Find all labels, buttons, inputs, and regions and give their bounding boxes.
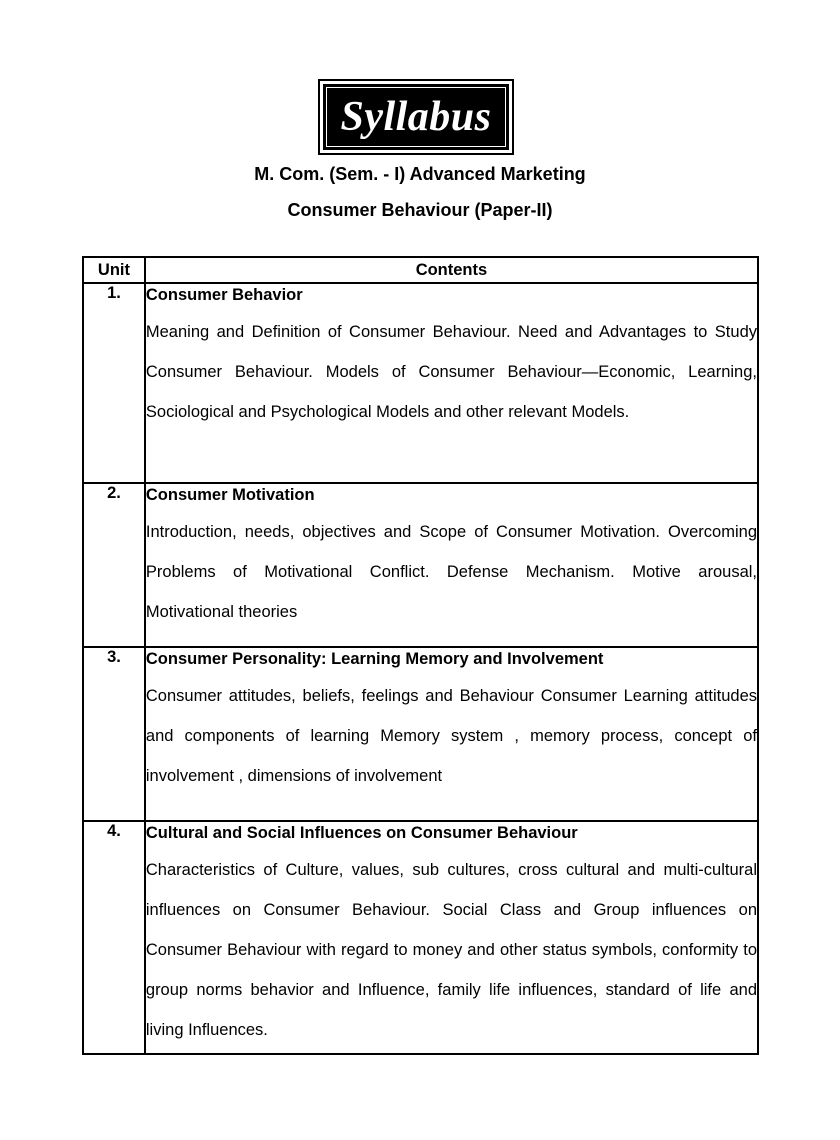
syllabus-table [82,256,759,1055]
table-row [83,283,758,483]
unit-title: Consumer Motivation [145,486,315,504]
unit-number: 1. [83,283,145,483]
unit-contents [145,283,758,483]
syllabus-title: Syllabus [340,94,492,140]
unit-contents [145,647,758,821]
unit-contents [145,483,758,647]
course-heading: M. Com. (Sem. - I) Advanced Marketing [254,164,586,184]
unit-title: Cultural and Social Influences on Consumer Behaviour [145,824,578,842]
table-row [83,647,758,821]
unit-title: Consumer Personality: Learning Memory and Involvement [145,650,604,668]
table-row [83,483,758,647]
paper-heading: Consumer Behaviour (Paper-II) [287,200,553,220]
table-header-row [83,257,758,283]
syllabus-banner [323,84,509,150]
column-header-contents: Contents [145,257,758,283]
column-header-unit: Unit [83,257,145,283]
unit-description: Characteristics of Culture, values, sub cultures, cross cultural and multi-cultural influences on Consumer Behaviour. Social Class and Group influences on Consumer Behaviour with regard to money and other status symbols, conformity to group norms behavior and Influence, family life influences, standard of life and living Influences. [145,861,757,1039]
unit-number: 3. [83,647,145,821]
unit-description: Introduction, needs, objectives and Scope of Consumer Motivation. Overcoming Problems of Motivational Conflict. Defense Mechanism. Motive arousal, Motivational theories [145,523,757,621]
unit-description: Consumer attitudes, beliefs, feelings and Behaviour Consumer Learning attitudes and components of learning Memory system , memory process, concept of involvement , dimensions of involvement [145,687,757,785]
unit-number: 4. [83,821,145,1054]
table-row [83,821,758,1054]
unit-contents [145,821,758,1054]
unit-title: Consumer Behavior [145,286,303,304]
unit-description: Meaning and Definition of Consumer Behaviour. Need and Advantages to Study Consumer Behaviour. Models of Consumer Behaviour—Economic, Learning, Sociological and Psychological Models and other relevant Models. [145,323,757,421]
unit-number: 2. [83,483,145,647]
